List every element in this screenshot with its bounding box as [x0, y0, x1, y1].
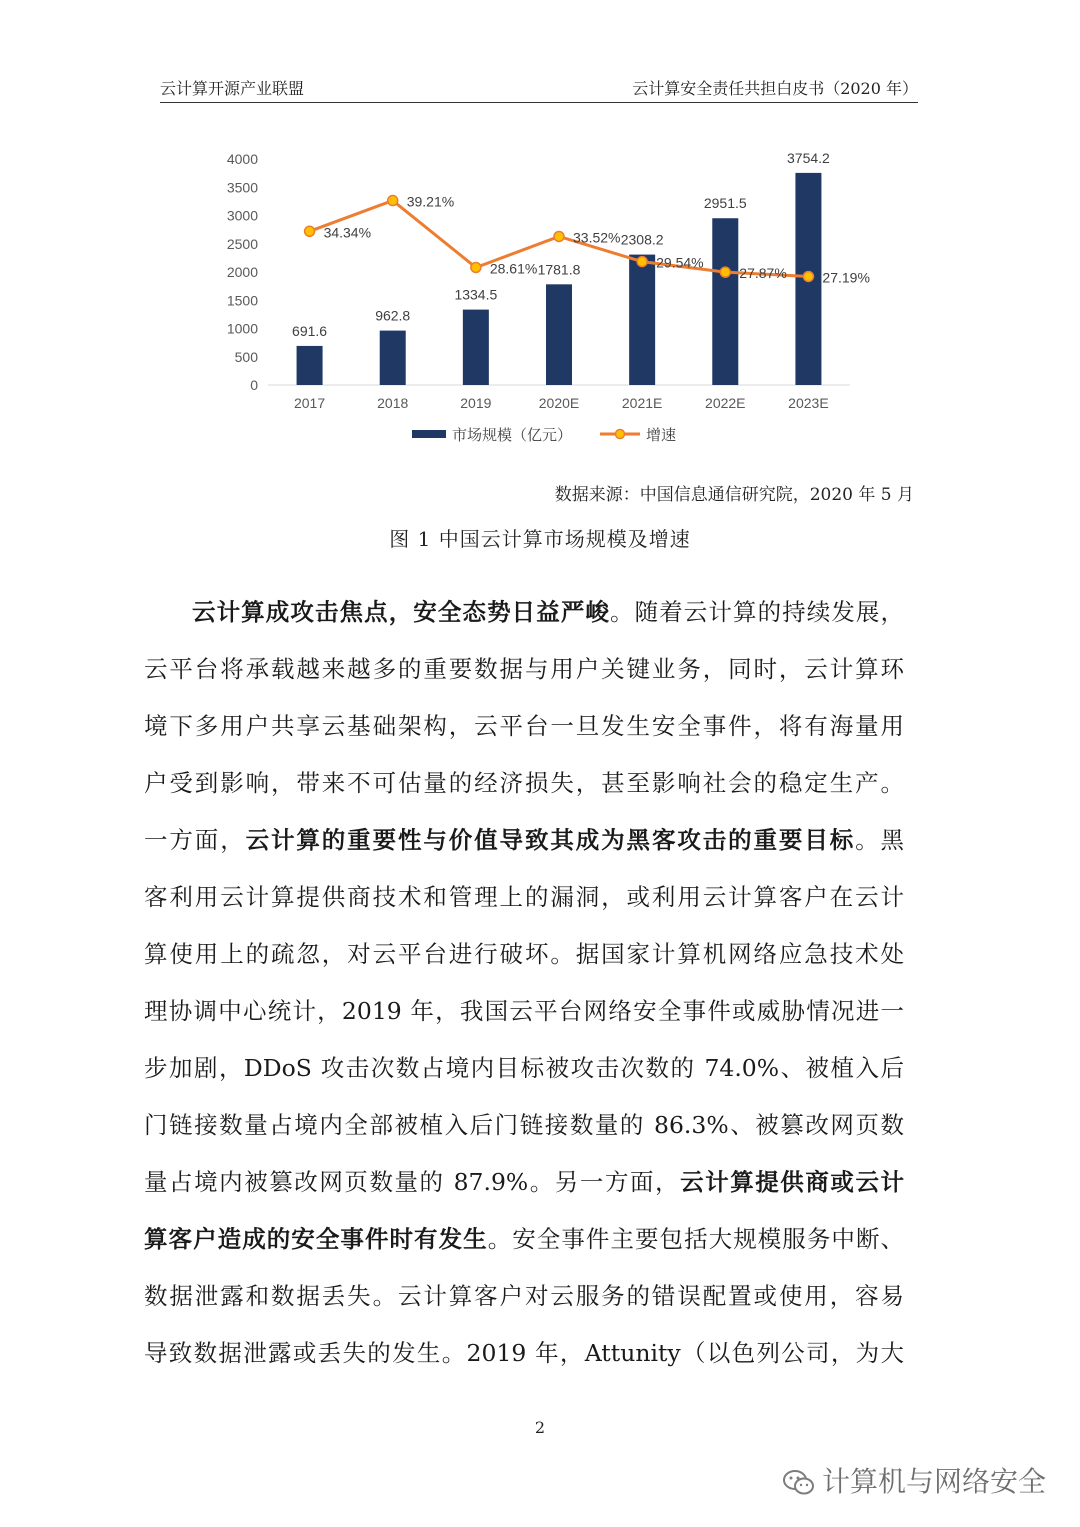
- text-span: 户受到影响，带来不可估量的经济损失，甚至影响社会的稳定生产。: [144, 769, 904, 797]
- paragraph-line: [144, 584, 904, 641]
- x-tick-label: 2018: [377, 395, 409, 411]
- bar-data-label: 2951.5: [703, 195, 747, 212]
- text-span: 境下多用户共享云基础架构，云平台一旦发生安全事件，将有海量用: [144, 712, 904, 740]
- text-span: 门链接数量占境内全部被植入后门链接数量的 86.3%、被篡改网页数: [144, 1111, 904, 1139]
- growth-data-label: 33.52%: [573, 229, 621, 246]
- y-tick-label: 1000: [226, 320, 258, 337]
- paragraph-line: [144, 698, 904, 755]
- bold-text: 云计算的重要性与价值导致其成为黑客攻击的重要目标: [245, 826, 856, 854]
- y-tick-label: 2000: [226, 264, 258, 280]
- growth-marker: [803, 271, 813, 281]
- y-tick-label: 0: [250, 377, 258, 393]
- growth-data-label: 39.21%: [406, 193, 455, 210]
- paragraph-line: [144, 812, 904, 869]
- legend-line-marker: [616, 430, 625, 439]
- text-span: 量占境内被篡改网页数量的 87.9%。另一方面，: [144, 1168, 681, 1196]
- paragraph-line: [144, 1211, 904, 1268]
- bar-data-label: 1781.8: [537, 261, 581, 278]
- text-span: 算使用上的疏忽，对云平台进行破坏。据国家计算机网络应急技术处: [144, 940, 904, 968]
- bar-data-label: 1334.5: [454, 286, 498, 303]
- paragraph-line: [144, 926, 904, 983]
- x-tick-label: 2019: [460, 395, 492, 411]
- text-span: 数据泄露和数据丢失。云计算客户对云服务的错误配置或使用，容易: [144, 1282, 904, 1310]
- growth-data-label: 27.87%: [739, 265, 787, 282]
- paragraph-line: [144, 869, 904, 926]
- growth-marker: [305, 226, 315, 236]
- bar-data-label: 962.8: [375, 307, 411, 324]
- growth-marker: [388, 196, 398, 206]
- growth-marker: [720, 267, 730, 277]
- legend-bar-label: 市场规模（亿元）: [452, 427, 573, 444]
- bar-data-label: 3754.2: [787, 149, 830, 166]
- bar-data-label: 691.6: [292, 322, 328, 339]
- paragraph-line: [144, 1097, 904, 1154]
- growth-data-label: 29.54%: [656, 254, 704, 271]
- market-chart: [200, 140, 880, 460]
- page-header: [160, 74, 918, 103]
- bar: [712, 218, 738, 385]
- paragraph-line: [144, 1154, 904, 1211]
- text-span: 。随着云计算的持续发展，: [610, 598, 905, 626]
- body-paragraph: [144, 584, 904, 1382]
- y-tick-label: 500: [234, 348, 258, 365]
- bar-data-label: 2308.2: [620, 231, 664, 248]
- text-span: 客利用云计算提供商技术和管理上的漏洞，或利用云计算客户在云计: [144, 883, 904, 911]
- text-span: 云平台将承载越来越多的重要数据与用户关键业务，同时，云计算环: [144, 655, 904, 683]
- bold-text: 云计算提供商或云计: [680, 1168, 905, 1196]
- bold-text: 算客户造成的安全事件时有发生: [144, 1225, 488, 1253]
- bar: [297, 346, 323, 385]
- header-right: 云计算安全责任共担白皮书（2020 年）: [632, 79, 918, 98]
- x-tick-label: 2017: [293, 395, 326, 411]
- x-tick-label: 2021E: [621, 395, 663, 411]
- text-span: 一方面，: [144, 826, 246, 854]
- text-span: 导致数据泄露或丢失的发生。2019 年，Attunity（以色列公司，为大: [144, 1339, 904, 1367]
- paragraph-line: [144, 1268, 904, 1325]
- paragraph-line: [144, 1040, 904, 1097]
- paragraph-line: [144, 1325, 904, 1382]
- text-span: 。黑: [855, 826, 905, 854]
- growth-marker: [471, 262, 481, 272]
- growth-data-label: 28.61%: [489, 260, 538, 277]
- text-span: 。安全事件主要包括大规模服务中断、: [487, 1225, 905, 1253]
- x-tick-label: 2020E: [538, 395, 580, 411]
- paragraph-line: [144, 755, 904, 812]
- x-tick-label: 2022E: [705, 395, 746, 411]
- header-left: 云计算开源产业联盟: [160, 79, 305, 98]
- bar: [380, 331, 406, 385]
- bar: [463, 310, 489, 385]
- watermark: [782, 1460, 1046, 1500]
- text-span: 步加剧，DDoS 攻击次数占境内目标被攻击次数的 74.0%、被植入后: [144, 1054, 904, 1082]
- growth-marker: [554, 231, 564, 241]
- y-tick-label: 4000: [226, 151, 258, 167]
- text-span: 理协调中心统计，2019 年，我国云平台网络安全事件或威胁情况进一: [144, 997, 904, 1025]
- y-tick-label: 2500: [226, 235, 258, 252]
- y-tick-label: 3000: [226, 207, 258, 224]
- bar: [629, 255, 655, 385]
- paragraph-line: [144, 983, 904, 1040]
- page-number: 2: [534, 1418, 546, 1437]
- wechat-icon: [782, 1466, 816, 1500]
- y-tick-label: 3500: [226, 179, 258, 196]
- growth-data-label: 34.34%: [323, 224, 372, 241]
- legend-bar-swatch: [412, 430, 446, 438]
- watermark-text: 计算机与网络安全: [821, 1465, 1046, 1498]
- figure-caption: 图 1 中国云计算市场规模及增速: [389, 527, 691, 551]
- growth-data-label: 27.19%: [822, 269, 870, 286]
- x-tick-label: 2023E: [788, 395, 829, 411]
- growth-marker: [637, 257, 647, 267]
- paragraph-line: [144, 641, 904, 698]
- data-source: 数据来源：中国信息通信研究院，2020 年 5 月: [554, 485, 914, 505]
- bold-text: 云计算成攻击焦点，安全态势日益严峻: [192, 598, 611, 626]
- bar: [546, 284, 572, 385]
- legend-line-label: 增速: [646, 427, 677, 444]
- y-tick-label: 1500: [226, 292, 258, 309]
